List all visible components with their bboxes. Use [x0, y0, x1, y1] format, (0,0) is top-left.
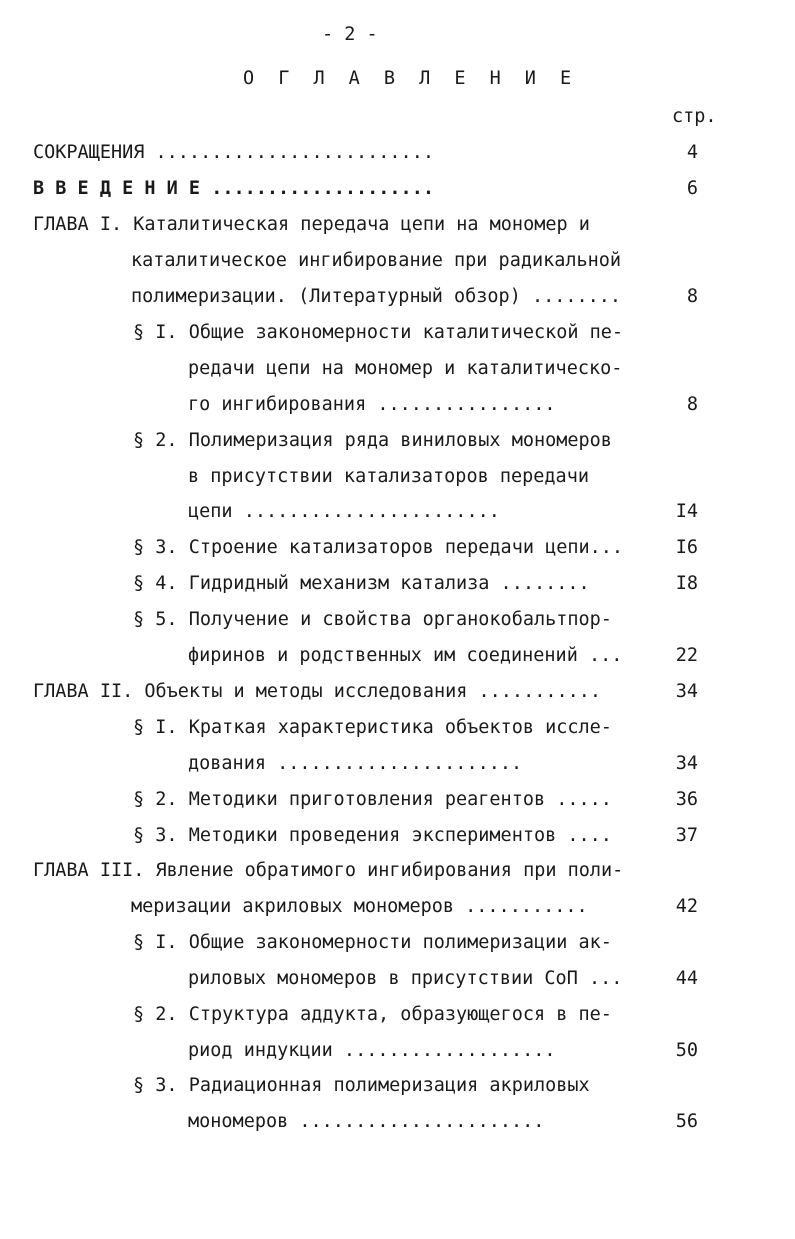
toc-entry-text: в присутствии катализаторов передачи: [188, 466, 589, 487]
toc-entry-text: риловых мономеров в присутствии СоП ...: [188, 968, 623, 989]
toc-entry-text: ГЛАВА I. Каталитическая передача цепи на мономер и: [33, 214, 590, 235]
toc-entry-text: § 2. Структура аддукта, образующегося в пе-: [133, 1004, 612, 1025]
toc-entry-text: риод индукции ...................: [188, 1040, 556, 1061]
toc-entry-text: В В Е Д Е Н И Е ....................: [33, 178, 434, 199]
toc-entry-page: 36: [675, 789, 698, 810]
toc-entry-text: каталитическое ингибирование при радикальной: [131, 250, 622, 271]
page-column-header: стр.: [672, 106, 717, 127]
toc-entry-page: I8: [675, 573, 698, 594]
toc-entry-page: I6: [675, 537, 698, 558]
toc-entry-text: ГЛАВА II. Объекты и методы исследования ...........: [33, 681, 602, 702]
toc-entry-page: 4: [686, 142, 698, 163]
toc-entry-text: цепи .......................: [188, 501, 500, 522]
toc-entry-text: § 3. Методики проведения экспериментов ....: [133, 825, 612, 846]
toc-entry-text: § 2. Методики приготовления реагентов .....: [133, 789, 612, 810]
toc-entry-page: 56: [675, 1111, 698, 1132]
toc-entry-text: § 5. Получение и свойства органокобальтпор-: [133, 609, 612, 630]
page-number: - 2 -: [322, 24, 378, 45]
toc-entry-text: § 3. Радиационная полимеризация акриловых: [133, 1075, 590, 1096]
toc-entry-page: 6: [686, 178, 698, 199]
toc-entry-text: § I. Краткая характеристика объектов иссле-: [133, 717, 612, 738]
toc-entry-text: § I. Общие закономерности полимеризации ак-: [133, 932, 612, 953]
toc-entry-text: СОКРАЩЕНИЯ .........................: [33, 142, 434, 163]
toc-entry-page: 42: [675, 896, 698, 917]
toc-entry-page: 8: [686, 286, 698, 307]
toc-entry-text: § I. Общие закономерности каталитической пе-: [133, 322, 624, 343]
toc-entry-page: 37: [675, 825, 698, 846]
toc-entry-text: § 3. Строение катализаторов передачи цепи...: [133, 537, 624, 558]
toc-entry-text: § 2. Полимеризация ряда виниловых мономеров: [133, 430, 612, 451]
toc-entry-text: § 4. Гидридный механизм катализа ........: [133, 573, 590, 594]
toc-entry-text: полимеризации. (Литературный обзор) ........: [131, 286, 622, 307]
toc-entry-text: фиринов и родственных им соединений ...: [188, 645, 623, 666]
toc-entry-page: 34: [675, 681, 698, 702]
toc-entry-page: 34: [675, 753, 698, 774]
toc-entry-page: 44: [675, 968, 698, 989]
toc-entry-text: ГЛАВА III. Явление обратимого ингибирования при поли-: [33, 860, 624, 881]
page-title: О Г Л А В Л Е Н И Е: [243, 68, 578, 89]
toc-entry-text: редачи цепи на мономер и каталитическо-: [188, 358, 623, 379]
toc-entry-text: мономеров ......................: [188, 1111, 545, 1132]
toc-entry-page: 50: [675, 1040, 698, 1061]
toc-entry-text: меризации акриловых мономеров ...........: [131, 896, 588, 917]
toc-entry-page: I4: [675, 501, 698, 522]
toc-entry-page: 22: [675, 645, 698, 666]
toc-entry-text: го ингибирования ................: [188, 394, 556, 415]
toc-entry-text: дования ......................: [188, 753, 523, 774]
toc-entry-page: 8: [686, 394, 698, 415]
